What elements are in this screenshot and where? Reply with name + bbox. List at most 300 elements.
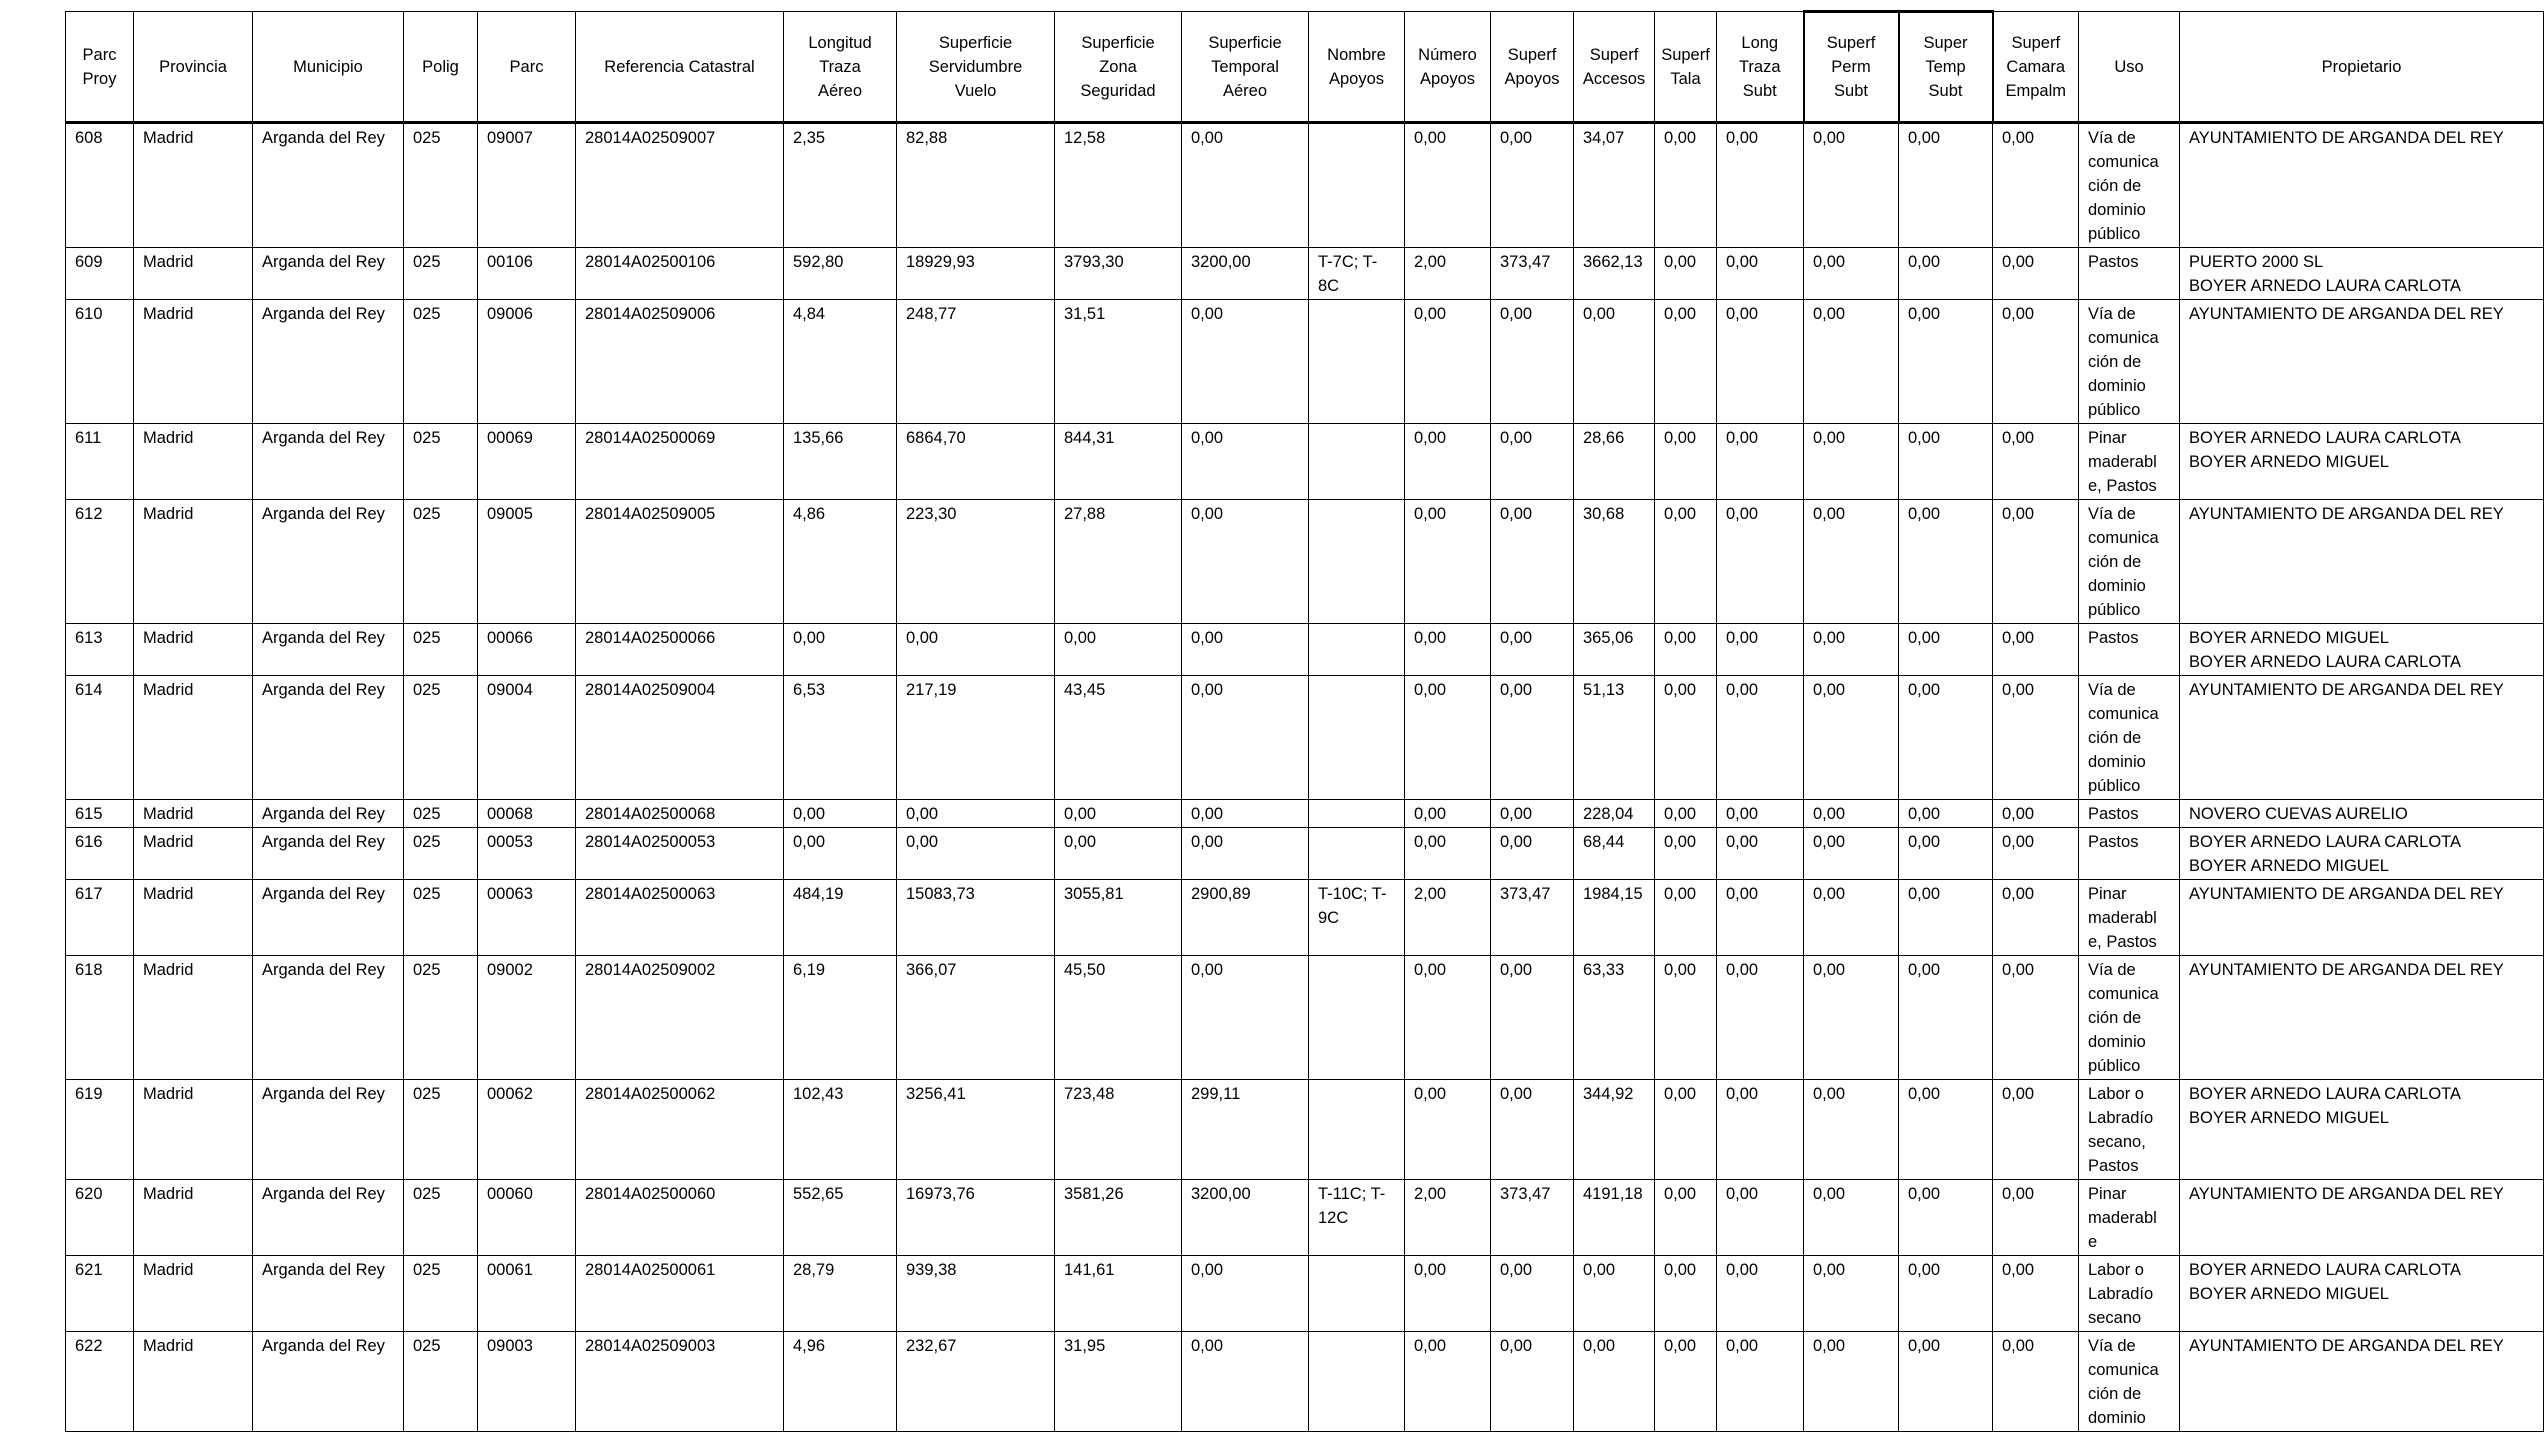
column-header-label: Polig: [422, 57, 459, 76]
cell-superf-accesos: 3662,13: [1574, 248, 1655, 300]
cell-polig: 025: [404, 248, 478, 300]
column-header-label: Perm: [1831, 58, 1871, 76]
cell-polig: 025: [404, 676, 478, 800]
cell-num-apoyos: 0,00: [1405, 300, 1491, 424]
cell-superf-apoyos: 0,00: [1491, 300, 1574, 424]
cell-municipio: Arganda del Rey: [253, 1256, 404, 1332]
cell-sup-temp-aereo: 0,00: [1182, 500, 1309, 624]
cell-sup-zona-seg: 45,50: [1055, 956, 1182, 1080]
column-header-label: Número: [1418, 45, 1477, 64]
cell-sup-serv-vuelo: 16973,76: [897, 1180, 1055, 1256]
cell-line: BOYER ARNEDO LAURA CARLOTA: [2189, 653, 2462, 671]
cell-long-traza-aereo: 0,00: [784, 800, 897, 828]
cell-line: Pastos: [2088, 833, 2139, 851]
cell-num-apoyos: 0,00: [1405, 1332, 1491, 1432]
cell-sup-serv-vuelo: 6864,70: [897, 424, 1055, 500]
cell-line: público: [2088, 777, 2141, 795]
cell-nombre-apoyos: [1309, 300, 1405, 424]
cell-superf-accesos: 28,66: [1574, 424, 1655, 500]
cell-line: e: [2088, 1233, 2098, 1251]
cell-sup-temp-aereo: 0,00: [1182, 624, 1309, 676]
cell-propietario: [2180, 300, 2544, 424]
cell-line: AYUNTAMIENTO DE ARGANDA DEL REY: [2189, 885, 2504, 903]
cell-line: comunica: [2088, 1361, 2159, 1379]
cell-superf-perm-subt: 0,00: [1804, 676, 1899, 800]
column-header-label: Superficie: [1208, 33, 1282, 52]
cell-superf-accesos: 365,06: [1574, 624, 1655, 676]
cell-sup-temp-aereo: 3200,00: [1182, 1180, 1309, 1256]
cell-superf-camara: 0,00: [1993, 1180, 2079, 1256]
cell-line: BOYER ARNEDO MIGUEL: [2189, 857, 2389, 875]
cell-sup-temp-aereo: 0,00: [1182, 123, 1309, 248]
cell-propietario: [2180, 1256, 2544, 1332]
cell-parc: 00069: [478, 424, 576, 500]
cell-provincia: Madrid: [134, 1080, 253, 1180]
cell-superf-accesos: 0,00: [1574, 1332, 1655, 1432]
cell-propietario: [2180, 624, 2544, 676]
cell-line: dominio: [2088, 1033, 2146, 1051]
column-header-nombre-apoyos: [1309, 12, 1405, 123]
cell-line: AYUNTAMIENTO DE ARGANDA DEL REY: [2189, 1185, 2504, 1203]
cell-parc-proy: 612: [66, 500, 134, 624]
cell-ref-catastral: 28014A02500063: [576, 880, 784, 956]
cell-superf-perm-subt: 0,00: [1804, 300, 1899, 424]
table-row: [66, 800, 2544, 828]
column-header-label: Longitud: [808, 33, 872, 52]
column-header-label: Parc: [509, 57, 544, 76]
column-header-label: Traza: [819, 57, 861, 76]
column-header-label: Aéreo: [817, 81, 863, 100]
cell-superf-perm-subt: 0,00: [1804, 248, 1899, 300]
cell-uso: [2079, 500, 2180, 624]
cell-line: público: [2088, 1057, 2141, 1075]
cell-sup-temp-aereo: 2900,89: [1182, 880, 1309, 956]
cell-line: Pastos: [2088, 1157, 2139, 1175]
cell-superf-apoyos: 0,00: [1491, 424, 1574, 500]
cell-line: Vía de: [2088, 305, 2136, 323]
column-header-label: Subt: [1834, 82, 1868, 100]
cell-super-temp-subt: 0,00: [1899, 500, 1993, 624]
cell-polig: 025: [404, 1080, 478, 1180]
column-header-label: Temporal: [1211, 57, 1279, 76]
cell-nombre-apoyos: [1309, 248, 1405, 300]
cell-sup-serv-vuelo: 217,19: [897, 676, 1055, 800]
cell-line: AYUNTAMIENTO DE ARGANDA DEL REY: [2189, 681, 2504, 699]
cell-line: 12C: [1318, 1209, 1349, 1227]
cell-superf-camara: 0,00: [1993, 828, 2079, 880]
cell-line: dominio: [2088, 577, 2146, 595]
table-row: [66, 880, 2544, 956]
cell-parc: 09006: [478, 300, 576, 424]
cell-propietario: [2180, 1332, 2544, 1432]
table-row: [66, 624, 2544, 676]
column-header-label: Superficie: [938, 33, 1013, 52]
cell-superf-camara: 0,00: [1993, 1332, 2079, 1432]
cell-superf-apoyos: 0,00: [1491, 1256, 1574, 1332]
cell-uso: [2079, 123, 2180, 248]
cell-superf-perm-subt: 0,00: [1804, 123, 1899, 248]
cell-line: público: [2088, 401, 2141, 419]
cell-polig: 025: [404, 1180, 478, 1256]
cell-long-traza-subt: 0,00: [1717, 424, 1804, 500]
cell-nombre-apoyos: [1309, 1080, 1405, 1180]
cell-line: AYUNTAMIENTO DE ARGANDA DEL REY: [2189, 129, 2504, 147]
cell-long-traza-aereo: 135,66: [784, 424, 897, 500]
cell-sup-zona-seg: 27,88: [1055, 500, 1182, 624]
cell-sup-serv-vuelo: 3256,41: [897, 1080, 1055, 1180]
cell-line: BOYER ARNEDO MIGUEL: [2189, 1109, 2389, 1127]
cell-parc: 09003: [478, 1332, 576, 1432]
cell-uso: [2079, 828, 2180, 880]
cell-superf-accesos: 0,00: [1574, 1256, 1655, 1332]
cell-superf-camara: 0,00: [1993, 123, 2079, 248]
cell-superf-apoyos: 0,00: [1491, 1332, 1574, 1432]
cell-line: Vía de: [2088, 505, 2136, 523]
cell-long-traza-subt: 0,00: [1717, 676, 1804, 800]
cell-superf-apoyos: 0,00: [1491, 676, 1574, 800]
cell-line: comunica: [2088, 705, 2159, 723]
cell-superf-tala: 0,00: [1655, 676, 1717, 800]
column-header-super-temp-subt: [1899, 12, 1993, 123]
cell-superf-camara: 0,00: [1993, 500, 2079, 624]
cell-superf-perm-subt: 0,00: [1804, 500, 1899, 624]
cell-ref-catastral: 28014A02500053: [576, 828, 784, 880]
cell-parc: 00061: [478, 1256, 576, 1332]
cell-provincia: Madrid: [134, 800, 253, 828]
cell-sup-serv-vuelo: 0,00: [897, 828, 1055, 880]
cell-nombre-apoyos: [1309, 500, 1405, 624]
cell-nombre-apoyos: [1309, 1256, 1405, 1332]
table-row: [66, 300, 2544, 424]
cell-superf-perm-subt: 0,00: [1804, 880, 1899, 956]
cell-line: Pastos: [2088, 805, 2139, 823]
cell-long-traza-aereo: 6,53: [784, 676, 897, 800]
cell-num-apoyos: 0,00: [1405, 500, 1491, 624]
cell-municipio: Arganda del Rey: [253, 800, 404, 828]
column-header-label: Superf: [2011, 33, 2061, 52]
cell-line: ción de: [2088, 353, 2142, 371]
cell-sup-temp-aereo: 299,11: [1182, 1080, 1309, 1180]
cell-num-apoyos: 0,00: [1405, 800, 1491, 828]
column-header-label: Referencia Catastral: [604, 57, 755, 76]
cell-super-temp-subt: 0,00: [1899, 880, 1993, 956]
column-header-label: Vuelo: [954, 81, 997, 100]
cell-sup-temp-aereo: 0,00: [1182, 956, 1309, 1080]
cell-super-temp-subt: 0,00: [1899, 1080, 1993, 1180]
cell-polig: 025: [404, 500, 478, 624]
cell-line: BOYER ARNEDO LAURA CARLOTA: [2189, 1085, 2462, 1103]
cell-superf-perm-subt: 0,00: [1804, 800, 1899, 828]
cell-uso: [2079, 624, 2180, 676]
cell-sup-zona-seg: 844,31: [1055, 424, 1182, 500]
cell-propietario: [2180, 248, 2544, 300]
cell-superf-camara: 0,00: [1993, 1256, 2079, 1332]
cell-line: BOYER ARNEDO LAURA CARLOTA: [2189, 277, 2462, 295]
cell-ref-catastral: 28014A02509002: [576, 956, 784, 1080]
column-header-label: Seguridad: [1080, 81, 1156, 100]
cell-uso: [2079, 880, 2180, 956]
cell-superf-perm-subt: 0,00: [1804, 1256, 1899, 1332]
cell-municipio: Arganda del Rey: [253, 424, 404, 500]
cell-sup-temp-aereo: 0,00: [1182, 828, 1309, 880]
cell-line: Vía de: [2088, 681, 2136, 699]
column-header-label: Empalm: [2005, 81, 2066, 100]
cell-long-traza-aereo: 4,96: [784, 1332, 897, 1432]
cell-parc: 00062: [478, 1080, 576, 1180]
cell-num-apoyos: 0,00: [1405, 1256, 1491, 1332]
cell-superf-apoyos: 373,47: [1491, 248, 1574, 300]
cell-superf-accesos: 51,13: [1574, 676, 1655, 800]
cell-num-apoyos: 2,00: [1405, 1180, 1491, 1256]
cell-superf-tala: 0,00: [1655, 956, 1717, 1080]
cell-line: Pinar: [2088, 1185, 2127, 1203]
cell-superf-perm-subt: 0,00: [1804, 956, 1899, 1080]
cell-ref-catastral: 28014A02500066: [576, 624, 784, 676]
cell-nombre-apoyos: [1309, 1332, 1405, 1432]
cell-sup-zona-seg: 3793,30: [1055, 248, 1182, 300]
column-header-label: Tala: [1670, 69, 1701, 88]
cell-line: Vía de: [2088, 1337, 2136, 1355]
column-header-propietario: [2180, 12, 2544, 123]
cell-long-traza-subt: 0,00: [1717, 248, 1804, 300]
cell-sup-serv-vuelo: 0,00: [897, 800, 1055, 828]
cell-uso: [2079, 956, 2180, 1080]
column-header-parc-proy: [66, 12, 134, 123]
column-header-num-apoyos: [1405, 12, 1491, 123]
cell-parc-proy: 609: [66, 248, 134, 300]
column-header-label: Nombre: [1327, 45, 1386, 64]
cell-provincia: Madrid: [134, 624, 253, 676]
cell-superf-camara: 0,00: [1993, 424, 2079, 500]
cell-line: Labradío: [2088, 1109, 2154, 1127]
cell-num-apoyos: 0,00: [1405, 956, 1491, 1080]
cell-long-traza-aereo: 592,80: [784, 248, 897, 300]
cell-line: AYUNTAMIENTO DE ARGANDA DEL REY: [2189, 1337, 2504, 1355]
cell-nombre-apoyos: [1309, 676, 1405, 800]
cell-superf-accesos: 228,04: [1574, 800, 1655, 828]
cell-super-temp-subt: 0,00: [1899, 300, 1993, 424]
cell-propietario: [2180, 1180, 2544, 1256]
cell-ref-catastral: 28014A02509006: [576, 300, 784, 424]
cell-ref-catastral: 28014A02500062: [576, 1080, 784, 1180]
cell-parc-proy: 619: [66, 1080, 134, 1180]
cell-superf-tala: 0,00: [1655, 123, 1717, 248]
cell-uso: [2079, 1332, 2180, 1432]
cell-polig: 025: [404, 800, 478, 828]
column-header-municipio: [253, 12, 404, 123]
cell-superf-accesos: 34,07: [1574, 123, 1655, 248]
cell-line: comunica: [2088, 985, 2159, 1003]
cell-nombre-apoyos: [1309, 828, 1405, 880]
cell-sup-serv-vuelo: 939,38: [897, 1256, 1055, 1332]
cell-superf-tala: 0,00: [1655, 500, 1717, 624]
cell-line: AYUNTAMIENTO DE ARGANDA DEL REY: [2189, 505, 2504, 523]
cell-ref-catastral: 28014A02509004: [576, 676, 784, 800]
cell-municipio: Arganda del Rey: [253, 500, 404, 624]
column-header-sup-temp-aereo: [1182, 12, 1309, 123]
cell-line: Pinar: [2088, 885, 2127, 903]
cell-ref-catastral: 28014A02500068: [576, 800, 784, 828]
cell-line: comunica: [2088, 529, 2159, 547]
cell-superf-accesos: 0,00: [1574, 300, 1655, 424]
cell-polig: 025: [404, 123, 478, 248]
parcel-table-container: [65, 10, 2544, 1432]
cell-super-temp-subt: 0,00: [1899, 123, 1993, 248]
cell-sup-serv-vuelo: 15083,73: [897, 880, 1055, 956]
cell-superf-apoyos: 373,47: [1491, 880, 1574, 956]
cell-municipio: Arganda del Rey: [253, 624, 404, 676]
cell-sup-serv-vuelo: 366,07: [897, 956, 1055, 1080]
cell-superf-accesos: 63,33: [1574, 956, 1655, 1080]
column-header-label: Apoyos: [1504, 69, 1560, 88]
cell-line: dominio: [2088, 377, 2146, 395]
cell-sup-zona-seg: 3581,26: [1055, 1180, 1182, 1256]
cell-superf-perm-subt: 0,00: [1804, 1332, 1899, 1432]
cell-line: 8C: [1318, 277, 1340, 295]
cell-parc: 09004: [478, 676, 576, 800]
cell-sup-serv-vuelo: 232,67: [897, 1332, 1055, 1432]
cell-propietario: [2180, 1080, 2544, 1180]
cell-superf-tala: 0,00: [1655, 880, 1717, 956]
cell-nombre-apoyos: [1309, 624, 1405, 676]
cell-polig: 025: [404, 880, 478, 956]
cell-superf-camara: 0,00: [1993, 676, 2079, 800]
cell-superf-apoyos: 373,47: [1491, 1180, 1574, 1256]
cell-propietario: [2180, 500, 2544, 624]
cell-line: AYUNTAMIENTO DE ARGANDA DEL REY: [2189, 305, 2504, 323]
cell-nombre-apoyos: [1309, 1180, 1405, 1256]
cell-polig: 025: [404, 1332, 478, 1432]
cell-superf-accesos: 4191,18: [1574, 1180, 1655, 1256]
table-row: [66, 1080, 2544, 1180]
cell-line: ción de: [2088, 177, 2142, 195]
cell-provincia: Madrid: [134, 248, 253, 300]
cell-line: NOVERO CUEVAS AURELIO: [2189, 805, 2408, 823]
table-row: [66, 1256, 2544, 1332]
cell-provincia: Madrid: [134, 123, 253, 248]
cell-line: Labor o: [2088, 1085, 2144, 1103]
column-header-label: Superficie: [1081, 33, 1155, 52]
cell-sup-zona-seg: 723,48: [1055, 1080, 1182, 1180]
cell-parc-proy: 621: [66, 1256, 134, 1332]
cell-long-traza-subt: 0,00: [1717, 828, 1804, 880]
cell-superf-camara: 0,00: [1993, 624, 2079, 676]
cell-long-traza-aereo: 6,19: [784, 956, 897, 1080]
cell-line: maderabl: [2088, 453, 2157, 471]
cell-sup-serv-vuelo: 82,88: [897, 123, 1055, 248]
cell-parc-proy: 622: [66, 1332, 134, 1432]
cell-line: comunica: [2088, 153, 2159, 171]
cell-sup-zona-seg: 0,00: [1055, 828, 1182, 880]
column-header-label: Aéreo: [1222, 81, 1268, 100]
cell-line: Pastos: [2088, 629, 2139, 647]
cell-superf-camara: 0,00: [1993, 248, 2079, 300]
column-header-label: Proy: [82, 69, 117, 88]
cell-parc: 09002: [478, 956, 576, 1080]
cell-parc-proy: 610: [66, 300, 134, 424]
cell-provincia: Madrid: [134, 956, 253, 1080]
column-header-superf-tala: [1655, 12, 1717, 123]
column-header-provincia: [134, 12, 253, 123]
cell-line: Pinar: [2088, 429, 2127, 447]
cell-sup-temp-aereo: 0,00: [1182, 300, 1309, 424]
column-header-superf-camara: [1993, 12, 2079, 123]
cell-super-temp-subt: 0,00: [1899, 248, 1993, 300]
cell-municipio: Arganda del Rey: [253, 123, 404, 248]
cell-sup-zona-seg: 43,45: [1055, 676, 1182, 800]
cell-line: BOYER ARNEDO LAURA CARLOTA: [2189, 833, 2462, 851]
column-header-label: Uso: [2114, 57, 2144, 76]
cell-line: Pastos: [2088, 253, 2139, 271]
cell-superf-perm-subt: 0,00: [1804, 424, 1899, 500]
cell-provincia: Madrid: [134, 1256, 253, 1332]
cell-long-traza-aereo: 0,00: [784, 624, 897, 676]
cell-long-traza-aereo: 484,19: [784, 880, 897, 956]
cell-superf-perm-subt: 0,00: [1804, 1180, 1899, 1256]
cell-propietario: [2180, 123, 2544, 248]
cell-parc-proy: 616: [66, 828, 134, 880]
cell-superf-camara: 0,00: [1993, 880, 2079, 956]
cell-parc: 00063: [478, 880, 576, 956]
cell-uso: [2079, 1080, 2180, 1180]
table-row: [66, 248, 2544, 300]
table-row: [66, 123, 2544, 248]
cell-provincia: Madrid: [134, 676, 253, 800]
table-row: [66, 676, 2544, 800]
cell-line: T-11C; T-: [1318, 1185, 1386, 1203]
cell-line: BOYER ARNEDO LAURA CARLOTA: [2189, 1261, 2462, 1279]
cell-parc-proy: 620: [66, 1180, 134, 1256]
cell-polig: 025: [404, 828, 478, 880]
cell-line: BOYER ARNEDO MIGUEL: [2189, 453, 2389, 471]
cell-uso: [2079, 1256, 2180, 1332]
cell-parc: 00106: [478, 248, 576, 300]
cell-sup-serv-vuelo: 223,30: [897, 500, 1055, 624]
cell-polig: 025: [404, 956, 478, 1080]
cell-superf-apoyos: 0,00: [1491, 624, 1574, 676]
cell-uso: [2079, 1180, 2180, 1256]
cell-sup-zona-seg: 12,58: [1055, 123, 1182, 248]
cell-sup-zona-seg: 3055,81: [1055, 880, 1182, 956]
cell-superf-apoyos: 0,00: [1491, 500, 1574, 624]
cell-parc: 09005: [478, 500, 576, 624]
cell-parc-proy: 617: [66, 880, 134, 956]
cell-provincia: Madrid: [134, 828, 253, 880]
column-header-label: Long: [1741, 33, 1779, 52]
cell-sup-temp-aereo: 0,00: [1182, 424, 1309, 500]
cell-superf-tala: 0,00: [1655, 1080, 1717, 1180]
table-row: [66, 1332, 2544, 1432]
table-row: [66, 1180, 2544, 1256]
cell-line: secano: [2088, 1309, 2142, 1327]
column-header-polig: [404, 12, 478, 123]
cell-superf-apoyos: 0,00: [1491, 956, 1574, 1080]
column-header-long-traza-subt: [1717, 12, 1804, 123]
cell-sup-zona-seg: 0,00: [1055, 624, 1182, 676]
column-header-label: Apoyos: [1419, 69, 1476, 88]
cell-parc: 00066: [478, 624, 576, 676]
column-header-label: Zona: [1099, 57, 1137, 76]
cell-long-traza-subt: 0,00: [1717, 1332, 1804, 1432]
cell-long-traza-subt: 0,00: [1717, 956, 1804, 1080]
cell-long-traza-subt: 0,00: [1717, 300, 1804, 424]
cell-num-apoyos: 0,00: [1405, 624, 1491, 676]
cell-propietario: [2180, 676, 2544, 800]
cell-long-traza-subt: 0,00: [1717, 1080, 1804, 1180]
column-header-uso: [2079, 12, 2180, 123]
cell-superf-apoyos: 0,00: [1491, 828, 1574, 880]
cell-line: ción de: [2088, 1385, 2142, 1403]
